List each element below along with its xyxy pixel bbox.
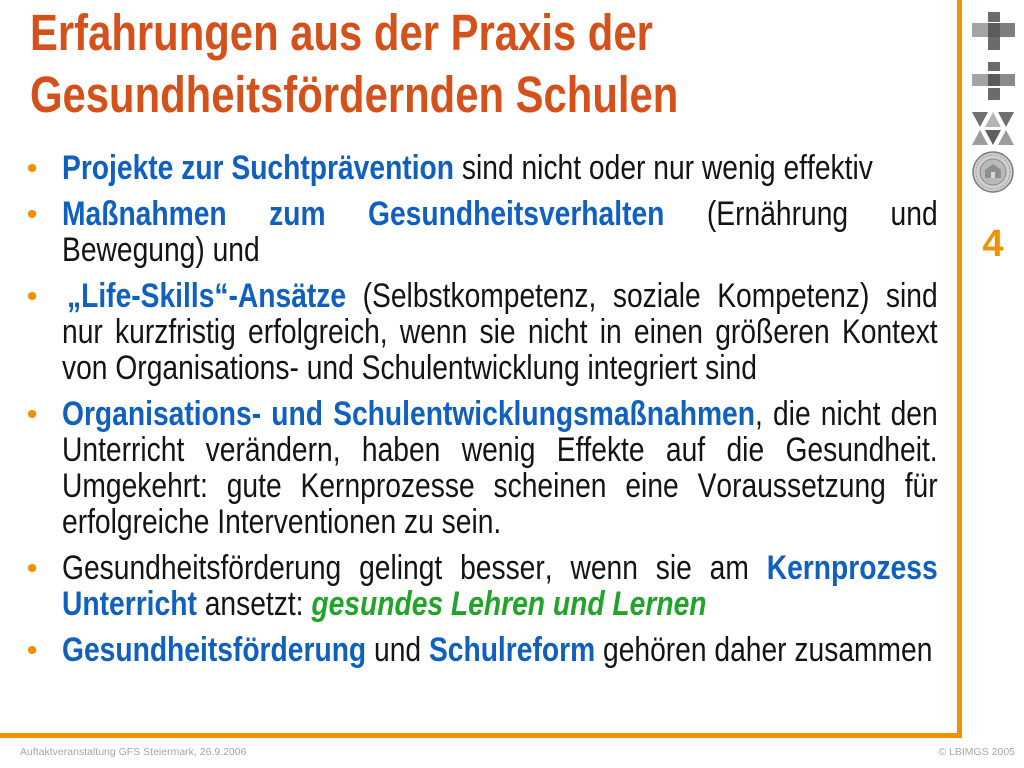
bullet-item [62,550,938,622]
bullet-icon [28,210,36,218]
body-text: gehören daher zusammen [595,631,933,669]
slide-title [30,2,678,126]
logo-triangles-icon [972,112,1014,145]
bullet-icon [28,646,36,654]
bullet-list [62,150,938,678]
footer-event-label: Auftaktveranstaltung GFS Steiermark, 26.9.2006 [20,746,247,758]
institute-logo-icon [966,0,1020,200]
bullet-item [62,396,938,540]
title-line-1: Erfahrungen aus der Praxis der [30,4,653,61]
logo-upper-cross-icon [972,12,1015,50]
frame-vertical-rule [957,0,962,738]
body-text: ansetzt: [196,585,312,623]
body-text: , die nicht den Unterricht verändern, haben wenig Effekte auf die Gesundheit. Umgekehrt: gute Kernprozesse scheinen eine Voraussetzung für erfolgreiche Interventionen zu sein. [62,395,938,541]
highlight-text: Projekte zur Suchtprävention [62,149,455,187]
logo-lower-cross-icon [972,62,1015,100]
highlight-text: Kernprozess Unterricht [62,549,938,623]
emphasis-text: gesundes Lehren und Lernen [311,585,707,623]
highlight-text: Maßnahmen zum Gesundheitsverhalten [62,195,665,233]
body-text: und [366,631,429,669]
highlight-text: Organisations- und Schulentwicklungsmaßnahmen [62,395,755,433]
frame-horizontal-rule [0,733,962,738]
bullet-item [62,632,938,668]
body-text: (Selbstkompetenz, soziale Kompetenz) sind nur kurzfristig erfolgreich, wenn sie nicht in einen größeren Kontext von Organisations- und Schulentwicklung integriert sind [62,277,938,387]
university-seal-icon [973,152,1013,192]
bullet-icon [28,164,36,172]
slide-number: 4 [982,223,1004,265]
bullet-icon [28,292,36,300]
bullet-icon [28,564,36,572]
bullet-item [62,196,938,268]
footer-copyright: © LBIMGS 2005 [938,746,1015,758]
title-line-2: Gesundheitsfördernden Schulen [30,66,679,123]
body-text: Gesundheitsförderung gelingt besser, wenn sie am [62,549,767,587]
bullet-icon [28,410,36,418]
bullet-item [62,150,938,186]
body-text: (Ernährung und Bewegung) und [62,195,938,269]
highlight-text: Gesundheitsförderung [62,631,367,669]
highlight-text: „Life-Skills“-Ansätze [66,277,347,315]
body-text: sind nicht oder nur wenig effektiv [454,149,873,187]
bullet-item [62,278,938,386]
highlight-text: Schulreform [428,631,596,669]
